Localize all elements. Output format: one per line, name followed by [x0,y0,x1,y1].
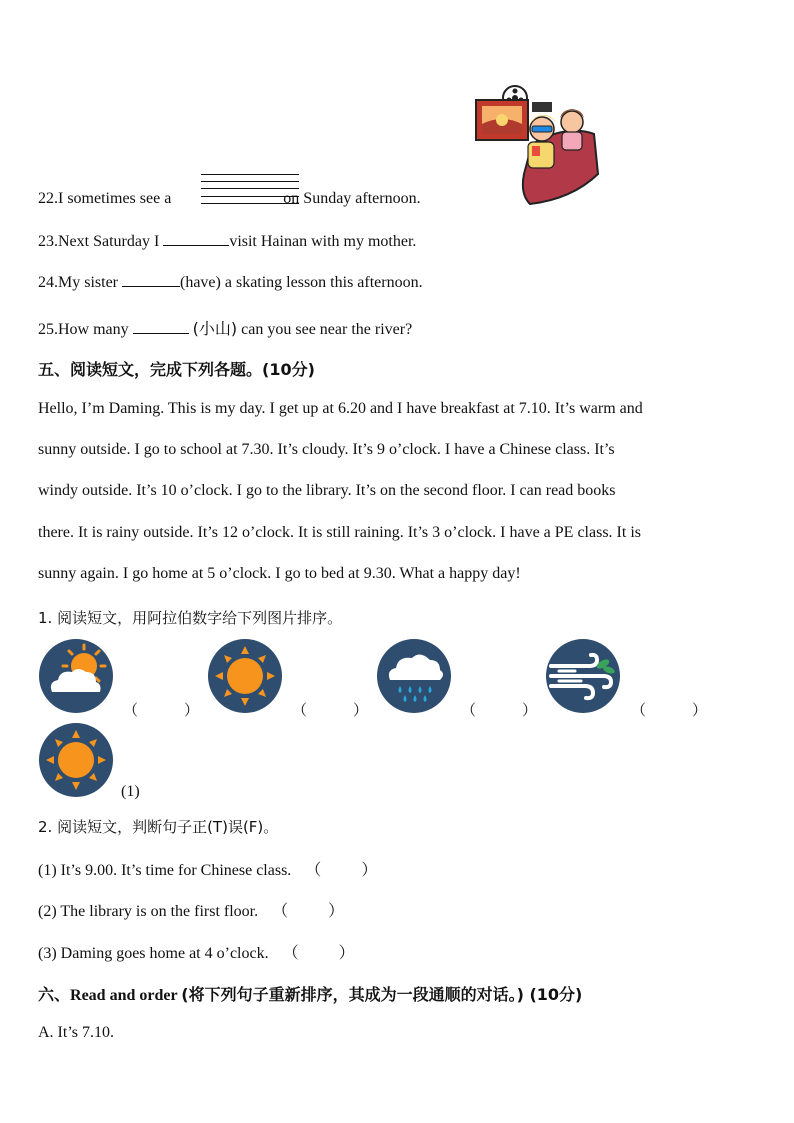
rainy-icon [376,638,452,714]
question-25-text-before: 25.How many [38,321,129,338]
answer-last: (1) [121,783,140,800]
answer-bracket-4[interactable]: （ ） [631,703,708,719]
statement-3 [38,940,355,963]
question-24-blank[interactable] [122,286,180,287]
question-22-text-before: 22.I sometimes see a [38,190,172,207]
sunny-icon [38,722,114,798]
movie-watching-illustration [472,84,602,209]
section-6-title-cn: (将下列句子重新排序，其成为一段通顺的对话。) (10分) [181,985,583,1004]
passage-line: sunny again. I go home at 5 o’clock. I go to bed at 9.30. What a happy day! [38,565,521,582]
question-22-text-after: on Sunday afternoon. [283,190,421,207]
question-23-blank[interactable] [163,245,229,246]
section-6-prefix: 六、 [38,985,71,1004]
question-25-text-after: can you see near the river? [241,321,413,338]
section-6-title-en: Read and order [70,987,178,1004]
question-24 [38,274,423,292]
passage-line: windy outside. It’s 10 o’clock. I go to the library. It’s on the second floor. I can read books [38,482,616,499]
statement-text: (3) Daming goes home at 4 o’clock. [38,945,269,962]
statement-2 [38,898,344,921]
section-6-title [38,982,582,1005]
question-23 [38,233,416,251]
answer-bracket-2[interactable]: （ ） [292,703,369,719]
task-1-instruction: 1. 阅读短文，用阿拉伯数字给下列图片排序。 [38,609,343,627]
sunny-icon [207,638,283,714]
question-25 [38,316,412,339]
statement-1 [38,857,377,880]
answer-bracket-3[interactable]: （ ） [461,703,538,719]
question-23-text-after: visit Hainan with my mother. [229,233,417,250]
question-23-text-before: 23.Next Saturday I [38,233,160,250]
screen-icon [476,100,528,140]
question-25-hint: (小山) [192,319,238,338]
passage-line: sunny outside. I go to school at 7.30. It’s cloudy. It’s 9 o’clock. I have a Chinese class. It’s [38,441,615,458]
answer-bracket-statement-2[interactable]: （ ） [272,903,345,920]
passage-line: Hello, I’m Daming. This is my day. I get up at 6.20 and I have breakfast at 7.10. It’s warm and [38,400,643,417]
answer-bracket-1[interactable]: （ ） [123,703,200,719]
passage-line: there. It is rainy outside. It’s 12 o’clock. It is still raining. It’s 3 o’clock. I have a PE class. It is [38,524,641,541]
order-item-a: A. It’s 7.10. [38,1024,114,1041]
section-5-title: 五、阅读短文，完成下列各题。(10分) [38,360,315,379]
statement-text: (1) It’s 9.00. It’s time for Chinese class. [38,862,292,879]
partly-cloudy-icon [38,638,114,714]
windy-icon [545,638,621,714]
answer-bracket-statement-1[interactable]: （ ） [305,862,378,879]
statement-text: (2) The library is on the first floor. [38,903,259,920]
question-25-blank[interactable] [133,333,189,334]
girl-icon [560,109,584,150]
question-24-text-before: 24.My sister [38,274,118,291]
answer-bracket-statement-3[interactable]: （ ） [282,945,355,962]
task-2-instruction: 2. 阅读短文，判断句子正(T)误(F)。 [38,818,279,836]
question-24-text-after: (have) a skating lesson this afternoon. [180,274,423,291]
question-22-multiline-blank[interactable] [201,174,299,204]
